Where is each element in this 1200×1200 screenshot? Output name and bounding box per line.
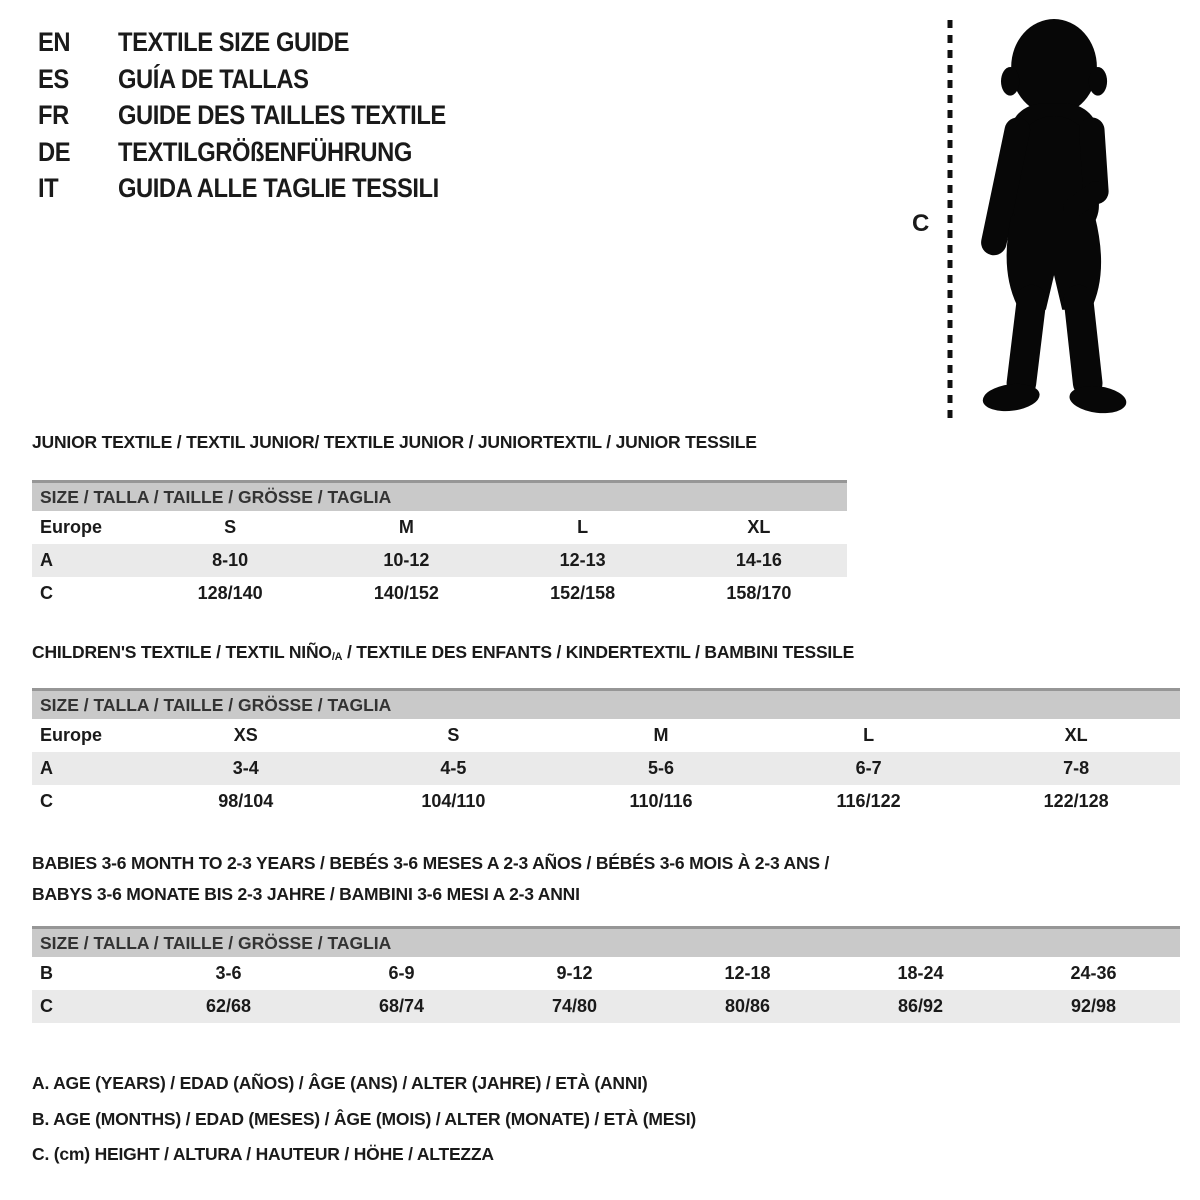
size-cell: XS — [233, 725, 258, 745]
size-cell: 7-8 — [1063, 758, 1090, 778]
section-title-children-post: / TEXTILE DES ENFANTS / KINDERTEXTIL / BAMBINI TESSILE — [342, 642, 855, 662]
babies-size-table — [32, 926, 1180, 1023]
babies-table-body — [32, 957, 1180, 1023]
size-cell: S — [224, 517, 237, 537]
section-title-babies-line1: BABIES 3-6 MONTH TO 2-3 YEARS / BEBÉS 3-6 MESES A 2-3 AÑOS / BÉBÉS 3-6 MOIS À 2-3 ANS / — [32, 853, 830, 873]
legend-line-a: A. AGE (YEARS) / EDAD (AÑOS) / ÂGE (ANS) / ALTER (JAHRE) / ETÀ (ANNI) — [32, 1073, 648, 1093]
guide-title: GUÍA DE TALLAS — [118, 63, 309, 94]
size-header-bar: SIZE / TALLA / TAILLE / GRÖSSE / TAGLIA — [32, 688, 1180, 719]
size-cell: 74/80 — [551, 996, 598, 1016]
height-measure-label: C — [912, 210, 930, 237]
row-label: Europe — [40, 517, 103, 537]
size-cell: 110/116 — [629, 791, 693, 811]
language-code: IT — [38, 173, 59, 203]
children-size-table — [32, 688, 1180, 818]
guide-title: TEXTILGRÖßENFÜHRUNG — [118, 136, 412, 167]
table-row — [32, 544, 847, 577]
section-title-children-sub: /A — [331, 650, 343, 663]
language-row — [38, 24, 491, 61]
language-row — [38, 97, 491, 134]
size-cell: L — [577, 517, 589, 537]
row-label: Europe — [40, 725, 103, 745]
language-row — [38, 134, 491, 171]
size-cell: 12-13 — [559, 550, 606, 570]
row-label: B — [40, 963, 53, 983]
language-code: DE — [38, 136, 71, 167]
size-cell: 10-12 — [383, 550, 430, 570]
table-row — [32, 577, 847, 610]
size-cell: 4-5 — [440, 758, 467, 778]
size-cell: 6-7 — [855, 758, 882, 778]
row-label: C — [40, 583, 53, 603]
section-title-babies — [32, 848, 829, 910]
guide-title: GUIDA ALLE TAGLIE TESSILI — [118, 173, 439, 203]
section-title-children-pre: CHILDREN'S TEXTILE / TEXTIL NIÑO — [32, 642, 332, 662]
size-cell: 140/152 — [373, 583, 439, 603]
size-cell: 6-9 — [388, 963, 415, 983]
size-cell: XL — [747, 517, 771, 537]
size-cell: 116/122 — [836, 791, 901, 811]
size-cell: 5-6 — [647, 758, 674, 778]
table-row — [32, 785, 1180, 818]
row-label: C — [40, 996, 53, 1016]
row-label: C — [40, 791, 53, 811]
table-row — [32, 990, 1180, 1023]
size-cell: 122/128 — [1043, 791, 1109, 811]
language-code: FR — [38, 100, 69, 130]
measurement-legend — [32, 1066, 696, 1173]
section-title-babies-line2: BABYS 3-6 MONATE BIS 2-3 JAHRE / BAMBINI 3-6 MESI A 2-3 ANNI — [32, 884, 580, 904]
row-label: A — [40, 758, 53, 778]
table-row — [32, 511, 847, 544]
size-cell: S — [447, 725, 460, 745]
size-cell: 152/158 — [550, 583, 616, 603]
size-cell: 18-24 — [897, 963, 944, 983]
size-cell: 92/98 — [1070, 996, 1117, 1016]
guide-title: TEXTILE SIZE GUIDE — [118, 27, 350, 57]
size-cell: 158/170 — [726, 583, 792, 603]
size-cell: 24-36 — [1070, 963, 1117, 983]
size-cell: 80/86 — [724, 996, 771, 1016]
size-header-bar: SIZE / TALLA / TAILLE / GRÖSSE / TAGLIA — [32, 926, 1180, 957]
height-dashed-line-icon — [946, 18, 954, 420]
section-title-junior: JUNIOR TEXTILE / TEXTIL JUNIOR/ TEXTILE JUNIOR / JUNIORTEXTIL / JUNIOR TESSILE — [32, 432, 757, 452]
children-table-body — [32, 719, 1180, 818]
guide-title: GUIDE DES TAILLES TEXTILE — [118, 100, 446, 130]
height-measure-figure — [900, 12, 1155, 427]
size-cell: 3-6 — [215, 963, 242, 983]
junior-table-body — [32, 511, 847, 610]
legend-line-b: B. AGE (MONTHS) / EDAD (MESES) / ÂGE (MOIS) / ALTER (MONATE) / ETÀ (MESI) — [32, 1108, 696, 1129]
size-cell: 8-10 — [212, 550, 249, 570]
size-cell: 9-12 — [556, 963, 593, 983]
size-cell: XL — [1064, 725, 1088, 745]
language-row — [38, 170, 491, 207]
size-cell: 104/110 — [421, 791, 486, 811]
size-cell: M — [398, 517, 414, 537]
table-row — [32, 752, 1180, 785]
table-row — [32, 719, 1180, 752]
size-cell: 128/140 — [197, 583, 263, 603]
language-title-list — [38, 24, 491, 207]
row-label: A — [40, 550, 53, 570]
size-header-bar: SIZE / TALLA / TAILLE / GRÖSSE / TAGLIA — [32, 480, 847, 511]
size-cell: M — [653, 725, 669, 745]
size-cell: L — [863, 725, 875, 745]
size-cell: 14-16 — [735, 550, 782, 570]
language-code: EN — [38, 27, 71, 57]
language-row — [38, 61, 491, 98]
junior-size-table — [32, 480, 847, 610]
legend-line-c: C. (cm) HEIGHT / ALTURA / HAUTEUR / HÖHE / ALTEZZA — [32, 1144, 494, 1164]
size-cell: 98/104 — [218, 791, 274, 811]
size-cell: 62/68 — [205, 996, 252, 1016]
section-title-children — [32, 642, 854, 663]
size-cell: 68/74 — [378, 996, 425, 1016]
language-code: ES — [38, 63, 69, 94]
table-row — [32, 957, 1180, 990]
size-cell: 86/92 — [897, 996, 944, 1016]
size-cell: 12-18 — [724, 963, 771, 983]
size-cell: 3-4 — [232, 758, 259, 778]
toddler-silhouette-icon — [964, 16, 1140, 422]
